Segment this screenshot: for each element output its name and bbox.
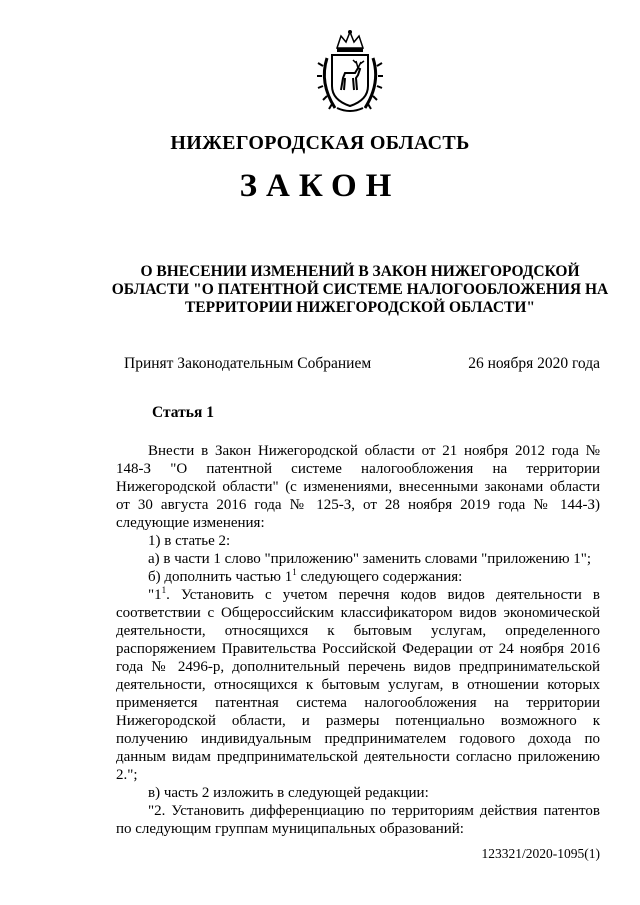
adopted-date: 26 ноября 2020 года xyxy=(468,355,600,372)
paragraph-part-2: "2. Установить дифференциацию по территориям действия патентов по следующим группам муниципальных образований: xyxy=(116,803,600,837)
adopted-by: Принят Законодательным Собранием xyxy=(124,355,372,372)
adoption-line xyxy=(124,355,600,373)
document-number: 123321/2020-1095(1) xyxy=(481,846,600,861)
law-subject-title: О ВНЕСЕНИИ ИЗМЕНЕНИЙ В ЗАКОН НИЖЕГОРОДСКОЙ ОБЛАСТИ "О ПАТЕНТНОЙ СИСТЕМЕ НАЛОГООБЛОЖЕНИЯ НА ТЕРРИТОРИИ НИЖЕГОРОДСКОЙ ОБЛАСТИ" xyxy=(111,263,609,316)
article-title: Статья 1 xyxy=(152,404,214,421)
paragraph-item-a: а) в части 1 слово "приложению" заменить словами "приложению 1"; xyxy=(148,551,592,567)
document-type: ЗАКОН xyxy=(239,168,401,204)
paragraph-part-1-1: "$1^1$. Установить с учетом перечня кодов видов деятельности в соответствии с Общероссийским классификатором видов экономической деятельности, относящихся к бытовым услугам, определенного распоряжением Правительства Российской Федерации от 24 ноября 2016 года № 2496-р, дополнительный перечень видов предпринимательской деятельности, относящихся к бытовым услугам, в отношении которых применяется патентная система налогообложения на территории Нижегородской области, и размеры потенциально возможного к получению индивидуальным предпринимателем годового дохода по данным видам предпринимательской деятельности согласно приложению 2."; xyxy=(116,585,600,783)
paragraph-item-v: в) часть 2 изложить в следующей редакции: xyxy=(148,785,429,801)
region-title: НИЖЕГОРОДСКАЯ ОБЛАСТЬ xyxy=(170,132,470,154)
article-body xyxy=(116,442,600,838)
coat-of-arms-emblem xyxy=(315,28,385,114)
paragraph-item-b: б) дополнить частью $1^1$ следующего содержания: xyxy=(148,567,463,585)
paragraph-intro: Внести в Закон Нижегородской области от 21 ноября 2012 года № 148-З "О патентной системе налогообложения на территории Нижегородской области" (с изменениями, внесенными законами области от 30 августа 2016 года № 125-З, от 28 ноября 2019 года № 144-З) следующие изменения: xyxy=(116,443,600,531)
paragraph-item-1: 1) в статье 2: xyxy=(148,533,231,549)
